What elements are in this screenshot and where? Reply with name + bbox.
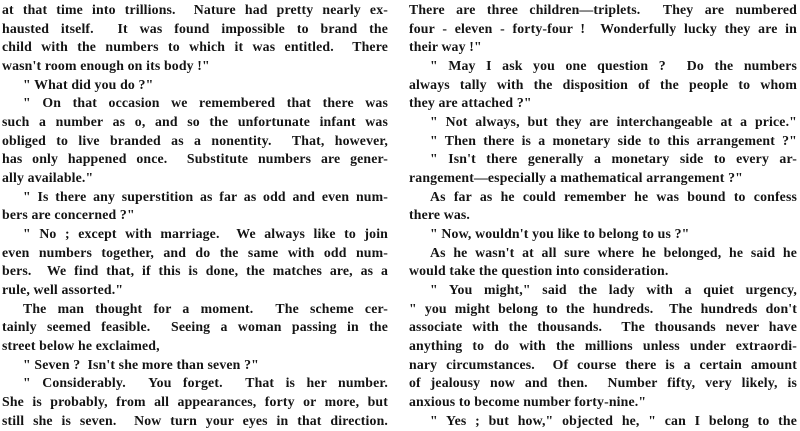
text-line: always tally with the disposition of the people to whom xyxy=(409,76,797,92)
text-line: The man thought for a moment. The scheme cer- xyxy=(23,300,388,316)
text-line: bers. We find that, if this is done, the matches are, as a xyxy=(2,263,388,279)
text-line: wasn't room enough on its body !" xyxy=(2,58,210,74)
text-line: " Yes ; but how," objected he, " can I belong to the xyxy=(430,412,797,428)
text-line: child with the numbers to which it was entitled. There xyxy=(2,39,388,55)
text-line: would take the question into consideration. xyxy=(409,263,669,279)
text-line: There are three children—triplets. They are numbered xyxy=(409,2,797,17)
text-line: " No ; except with marriage. We always like to join xyxy=(23,226,388,242)
text-line: " On that occasion we remembered that there was xyxy=(23,95,388,111)
text-line: at that time into trillions. Nature had pretty nearly ex- xyxy=(2,2,388,17)
text-line: four - eleven - forty-four ! Wonderfully lucky they are in xyxy=(409,20,797,36)
text-line: anxious to become number forty-nine." xyxy=(409,394,647,410)
text-line: even numbers together, and do the same with odd num- xyxy=(2,244,388,260)
text-line: there was. xyxy=(409,207,471,223)
text-line: " Then there is a monetary side to this arrangement ?" xyxy=(430,132,797,148)
text-line: As he wasn't at all sure where he belonged, he said he xyxy=(430,244,797,260)
text-line: street below he exclaimed, xyxy=(2,338,160,354)
text-line: " Considerably. You forget. That is her number. xyxy=(23,375,388,391)
text-line: rangement—especially a mathematical arrangement ?" xyxy=(409,170,743,186)
text-line: tainly seemed feasible. Seeing a woman passing in the xyxy=(2,319,388,335)
text-line: their way !" xyxy=(409,39,482,55)
text-line: obliged to live branded as a nonentity. That, however, xyxy=(2,132,388,148)
text-line: bers are concerned ?" xyxy=(2,207,135,223)
text-line: nary circumstances. Of course there is a certain amount xyxy=(409,356,797,372)
text-line: ally available." xyxy=(2,170,94,186)
text-line: has only happened once. Substitute numbers are gener- xyxy=(2,151,388,167)
text-line: still she is seven. Now turn your eyes in that direction. xyxy=(2,412,388,428)
text-line: " Not always, but they are interchangeable at a price." xyxy=(430,114,797,130)
text-line: " What did you do ?" xyxy=(23,76,154,92)
text-line: they are attached ?" xyxy=(409,95,532,111)
right-column xyxy=(409,1,797,430)
text-line: " You might," said the lady with a quiet urgency, xyxy=(430,282,797,298)
left-column xyxy=(2,1,388,430)
text-line: anything to do with the millions unless under extraordi- xyxy=(409,338,797,354)
text-line: As far as he could remember he was bound to confess xyxy=(430,188,797,204)
text-line: hausted itself. It was found impossible to brand the xyxy=(2,20,388,36)
text-line: " Seven ? Isn't she more than seven ?" xyxy=(23,356,259,372)
text-line: She is probably, from all appearances, forty or more, but xyxy=(2,394,388,410)
text-line: " Is there any superstition as far as odd and even num- xyxy=(23,188,388,204)
text-line: " you might belong to the hundreds. The hundreds don't xyxy=(409,300,797,316)
text-line: associate with the thousands. The thousands never have xyxy=(409,319,797,335)
text-line: of jealousy now and then. Number fifty, very likely, is xyxy=(409,375,797,391)
text-line: " Isn't there generally a monetary side to every ar- xyxy=(430,151,797,167)
text-line: rule, well assorted." xyxy=(2,282,124,298)
text-line: " May I ask you one question ? Do the numbers xyxy=(430,58,797,74)
text-line: " Now, wouldn't you like to belong to us ?" xyxy=(430,226,690,242)
text-line: such a number as o, and so the unfortunate infant was xyxy=(2,114,388,130)
